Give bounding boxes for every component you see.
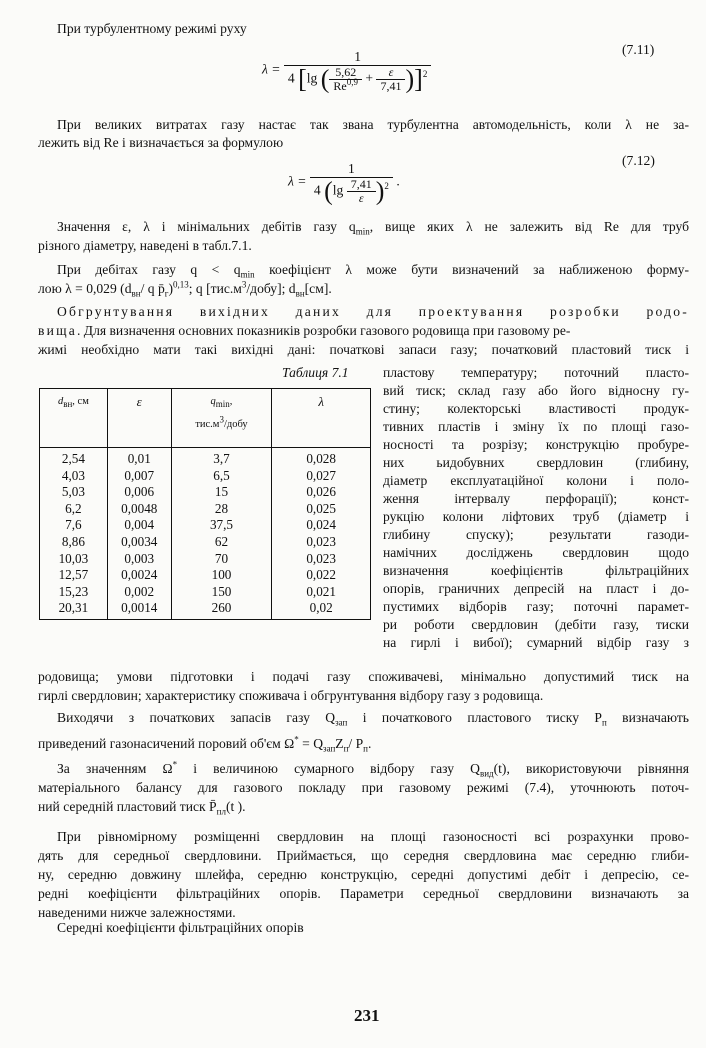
right-col-line: пластову температуру; поточний пласто- bbox=[383, 365, 689, 380]
equation-number-7-12: (7.12) bbox=[622, 153, 655, 168]
table-row bbox=[40, 600, 371, 619]
para5-line3: ний середній пластовий тиск $P̄_{пл}(t$ ). bbox=[38, 799, 246, 817]
right-col-line: стину; колекторські властивості продук- bbox=[383, 401, 689, 416]
table-cell: 2,54 bbox=[40, 448, 108, 468]
table-cell: 20,31 bbox=[40, 600, 108, 619]
equation-7-12: λ = 1 4 (lg $\frac{7,41}{\varepsilon}$ )$^2$ . bbox=[288, 161, 400, 206]
page-number: 231 bbox=[354, 1006, 380, 1025]
table-cell: 0,01 bbox=[107, 448, 171, 468]
equation-number-7-11: (7.11) bbox=[622, 42, 655, 57]
table-row bbox=[40, 501, 371, 518]
para7: Середні коефіцієнти фільтраційних опорів bbox=[57, 920, 304, 935]
intro-line: При турбулентному режимі руху bbox=[57, 21, 247, 36]
para3-line2: лою λ = 0,029 ($d_{вн}/$ q $p̄_г)^{0,13}$; q $[тис.м^3/добу]$; $d_{вн}[см]$. bbox=[38, 279, 332, 299]
table-cell: 5,03 bbox=[40, 484, 108, 501]
table-cell: 0,004 bbox=[107, 517, 171, 534]
table-row bbox=[40, 567, 371, 584]
equation-7-11 bbox=[262, 48, 431, 93]
table-row bbox=[40, 448, 371, 468]
table-cell: 6,5 bbox=[171, 468, 272, 485]
para6-line3: ну, середню довжину шлейфа, середню конструкцію, середні допустимі дебіт і депресію, се- bbox=[38, 867, 689, 882]
table-cell: 0,02 bbox=[272, 600, 371, 619]
eq2-fraction: 1 4 (lg $\frac{7,41}{\varepsilon}$ )$^2$ bbox=[310, 160, 393, 205]
para1-line2: лежить від Re і визначається за формулою bbox=[38, 135, 284, 150]
table-cell: 0,027 bbox=[272, 468, 371, 485]
section-heading: Обгрунтування вихідних даних для проектування розробки родо- bbox=[57, 304, 689, 319]
col-header-epsilon: ε bbox=[107, 389, 171, 448]
table-cell: 0,002 bbox=[107, 584, 171, 601]
para6-line4: редні коефіцієнти фільтраційних опорів. Параметри середньої свердловини визначають за bbox=[38, 886, 689, 901]
table-cell: 0,023 bbox=[272, 534, 371, 551]
table-row bbox=[40, 584, 371, 601]
eq1-lhs: λ = bbox=[262, 61, 281, 77]
para2-line1: Значення ε, λ і мінімальних дебітів газу $q_{min}$, вище яких λ не залежить від Re для труб bbox=[57, 219, 690, 237]
col-header-qmin: $q_{min}$, $тис.м^3$/добу bbox=[171, 389, 272, 448]
table-cell: 0,024 bbox=[272, 517, 371, 534]
table-cell: 12,57 bbox=[40, 567, 108, 584]
table-cell: 28 bbox=[171, 501, 272, 518]
after-table-line2: гирлі свердловин; характеристику споживача і обгрунтування відбору газу з родовища. bbox=[38, 688, 544, 703]
table-row bbox=[40, 551, 371, 568]
para6-line1: При рівномірному розміщенні свердловин на площі газоносності всі розрахунки прово- bbox=[57, 829, 689, 844]
table-cell: 0,003 bbox=[107, 551, 171, 568]
eq1-numerator: 1 bbox=[284, 48, 431, 66]
table-row bbox=[40, 484, 371, 501]
table-cell: 6,2 bbox=[40, 501, 108, 518]
table-cell: 0,023 bbox=[272, 551, 371, 568]
table-caption: Таблиця 7.1 bbox=[282, 365, 349, 380]
right-col-line: носності та розрізу; конструкцію пробуре- bbox=[383, 437, 689, 452]
table-cell: 37,5 bbox=[171, 517, 272, 534]
right-column bbox=[383, 364, 689, 652]
para6-line2: дять для середньої свердловини. Приймається, що середня свердловина має середню глиби- bbox=[38, 848, 689, 863]
table-cell: 0,028 bbox=[272, 448, 371, 468]
table-cell: 7,6 bbox=[40, 517, 108, 534]
table-cell: 3,7 bbox=[171, 448, 272, 468]
table-cell: 0,0024 bbox=[107, 567, 171, 584]
data-table bbox=[39, 388, 371, 620]
col-header-dvn: $d_{вн}$, см bbox=[40, 389, 108, 448]
para2-line2: різного діаметру, наведені в табл.7.1. bbox=[38, 238, 252, 253]
right-col-line: рукцію колони ліфтових труб (діаметр і bbox=[383, 509, 689, 524]
para6-line5: наведеними нижче залежностями. bbox=[38, 905, 236, 920]
right-col-line: на гирлі і вибої); сумарний відбір газу з bbox=[383, 635, 689, 650]
table-cell: 0,006 bbox=[107, 484, 171, 501]
table-cell: 62 bbox=[171, 534, 272, 551]
table-cell: 0,0048 bbox=[107, 501, 171, 518]
table-cell: 0,0034 bbox=[107, 534, 171, 551]
right-col-line: глибину спуску); результати газоди- bbox=[383, 527, 689, 542]
after-table-line1: родовища; умови підготовки і подачі газу споживачеві, мінімально допустимий тиск на bbox=[38, 669, 689, 684]
table-body bbox=[40, 448, 371, 620]
table-cell: 10,03 bbox=[40, 551, 108, 568]
para5-line1: За значенням Ω* і величиною сумарного відбору газу $Q_{вид}(t)$, використовуючи рівняння bbox=[57, 759, 689, 779]
right-col-line: тивних пластів і зміну їх по площі газо- bbox=[383, 419, 689, 434]
table-cell: 8,86 bbox=[40, 534, 108, 551]
para3-line1: При дебітах газу $q < q_{min}$ коефіцієнт λ може бути визначений за наближеною форму- bbox=[57, 262, 689, 280]
table-row bbox=[40, 534, 371, 551]
para5-line2: матеріального балансу для газового покладу при газовому режимі (7.4), уточнюють поточ- bbox=[38, 780, 689, 795]
right-col-line: діаметр експлуатаційної колони і поло- bbox=[383, 473, 689, 488]
section-line2: жимі необхідно мати такі вихідні дані: початкові запаси газу; початковий пластовий тиск і bbox=[38, 342, 689, 357]
eq1-fraction bbox=[284, 48, 431, 93]
table-cell: 100 bbox=[171, 567, 272, 584]
table-row bbox=[40, 468, 371, 485]
right-col-line: пустимих відборів газу; поточні парамет- bbox=[383, 599, 689, 614]
table-cell: 150 bbox=[171, 584, 272, 601]
right-col-line: визначення коефіцієнтів фільтраційних bbox=[383, 563, 689, 578]
table-cell: 0,021 bbox=[272, 584, 371, 601]
right-col-line: них ьидобувних свердловин (глибину, bbox=[383, 455, 689, 470]
right-col-line: намічних досліджень свердловин щодо bbox=[383, 545, 689, 560]
table-cell: 70 bbox=[171, 551, 272, 568]
table-cell: 0,0014 bbox=[107, 600, 171, 619]
section-line1: вища. Для визначення основних показників розробки газового родовища при газовому ре- bbox=[38, 323, 571, 338]
eq1-denominator: 4 [lg ( $\frac{5,62}{Re^{0,9}}$ + $\frac{\varepsilon}{7,41}$ )]$^2$ bbox=[287, 64, 428, 94]
para1-line1: При великих витратах газу настає так звана турбулентна автомодельність, коли λ не за- bbox=[57, 117, 689, 132]
table-cell: 260 bbox=[171, 600, 272, 619]
table-cell: 0,025 bbox=[272, 501, 371, 518]
right-col-line: ри роботи свердловин (дебіти газу, тиски bbox=[383, 617, 689, 632]
table-row bbox=[40, 517, 371, 534]
table-cell: 4,03 bbox=[40, 468, 108, 485]
table-cell: 15 bbox=[171, 484, 272, 501]
table-cell: 15,23 bbox=[40, 584, 108, 601]
right-col-line: вий тиск; склад газу або його відносну гу- bbox=[383, 383, 689, 398]
para4-line1: Виходячи з початкових запасів газу $Q_{зап}$ і початкового пластового тиску $P_п$ визначають bbox=[57, 710, 689, 728]
table-cell: 0,026 bbox=[272, 484, 371, 501]
right-col-line: опорів, граничних депресій на пласт і до- bbox=[383, 581, 689, 596]
table-cell: 0,022 bbox=[272, 567, 371, 584]
para4-line2: приведений газонасичений поровий об'єм $\Omega^* = Q_{зап}Z_п/$ $P_п$. bbox=[38, 734, 372, 754]
table-cell: 0,007 bbox=[107, 468, 171, 485]
col-header-lambda: λ bbox=[272, 389, 371, 448]
table-header-row bbox=[40, 389, 371, 448]
right-col-line: ження інтервалу перфорації); конст- bbox=[383, 491, 689, 506]
